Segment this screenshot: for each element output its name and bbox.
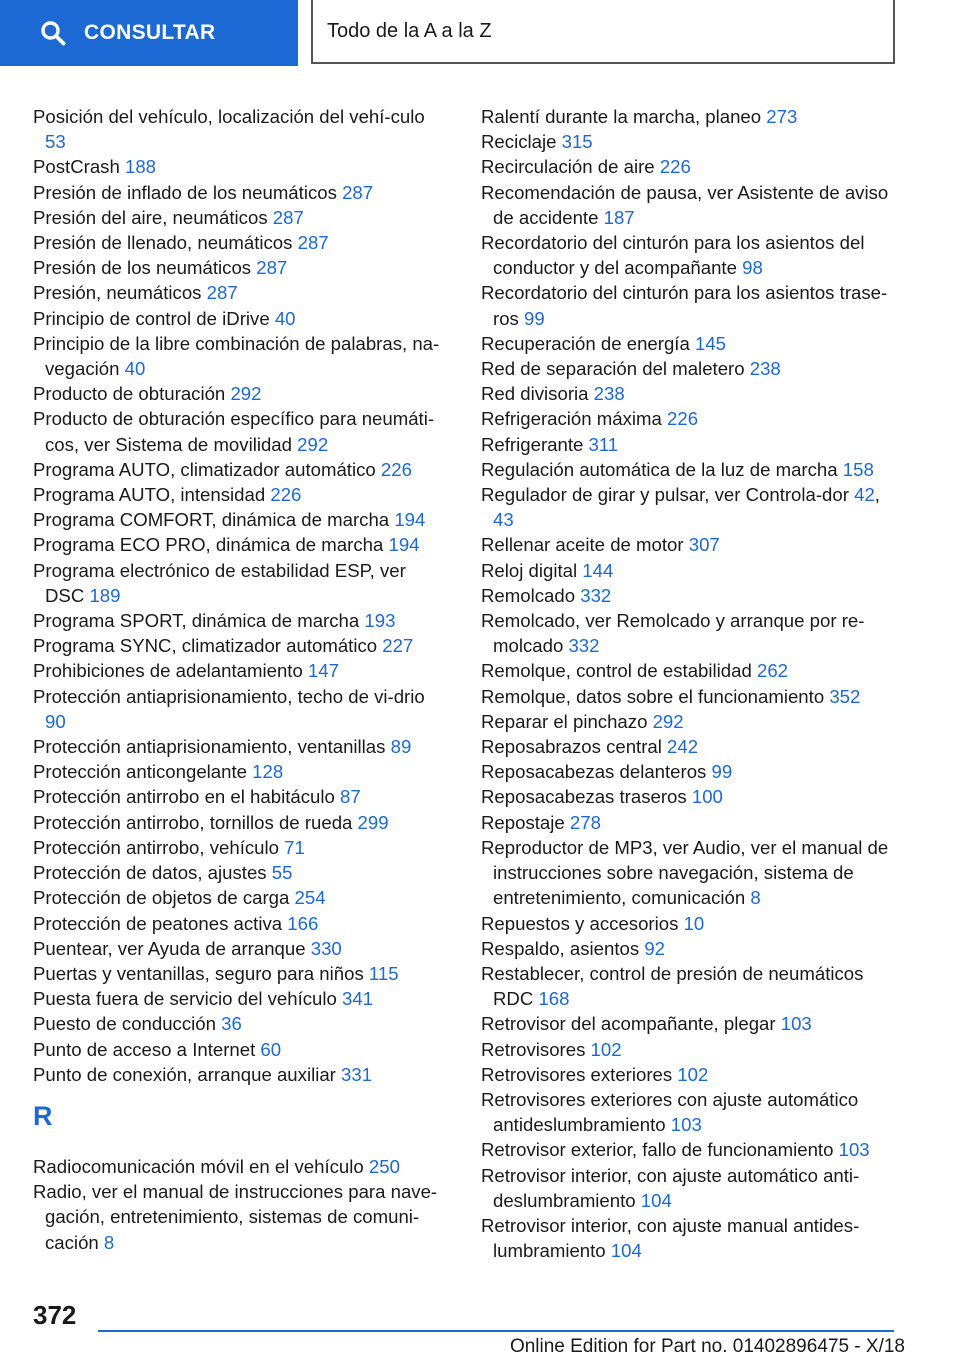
index-entry-text: Programa SYNC, climatizador automático [33, 635, 378, 657]
index-entry-text: Recuperación de energía [481, 332, 690, 354]
index-entry [481, 1037, 901, 1062]
index-entry-text: Refrigeración máxima [481, 408, 662, 430]
index-entry [33, 1037, 448, 1062]
page-link[interactable]: 8 [103, 1231, 115, 1253]
index-entry [481, 709, 901, 734]
index-entry [481, 1062, 901, 1087]
page-link[interactable]: 332 [568, 635, 600, 657]
index-entry-text: Protección antiaprisionamiento, ventanillas [33, 736, 386, 758]
index-entry [481, 558, 901, 583]
page-link[interactable]: 341 [342, 988, 374, 1010]
index-entry-text: Retrovisor del acompañante, plegar [481, 1013, 776, 1035]
index-entry-text: Retrovisor interior, con ajuste manual antides‐lumbramiento [481, 1214, 860, 1262]
page-link[interactable]: 287 [297, 232, 329, 254]
index-entry-text: Producto de obturación [33, 383, 226, 405]
index-entry [33, 532, 448, 557]
index-entry [481, 532, 901, 557]
page-link[interactable]: 115 [368, 962, 399, 984]
index-entry [33, 205, 448, 230]
page-link[interactable]: 193 [364, 610, 396, 632]
index-entry [481, 784, 901, 809]
index-entry-text: Reposacabezas traseros [481, 786, 687, 808]
index-entry-text: Reposabrazos central [481, 736, 662, 758]
index-entry [481, 356, 901, 381]
page-link[interactable]: 42 [854, 484, 875, 506]
page-link[interactable]: 226 [659, 156, 691, 178]
index-entry-text: Retrovisor exterior, fallo de funcionamiento [481, 1139, 834, 1161]
page-link[interactable]: 10 [683, 912, 705, 934]
index-entry [481, 381, 901, 406]
index-entry-text: Red de separación del maletero [481, 358, 745, 380]
index-entry-text: Protección antirrobo, vehículo [33, 836, 279, 858]
index-entry-text: Presión de los neumáticos [33, 257, 252, 279]
index-entry-text: Retrovisor interior, con ajuste automático anti‐deslumbramiento [481, 1164, 860, 1211]
index-entry-text: Protección antirrobo en el habitáculo [33, 786, 335, 808]
index-entry-text: Puesta fuera de servicio del vehículo [33, 988, 337, 1010]
index-entry [33, 684, 448, 734]
page-link[interactable]: 287 [342, 181, 374, 203]
index-entry [33, 608, 448, 633]
footer-edition-text: Online Edition for Part no. 01402896475 - X/18 [509, 1336, 905, 1357]
index-entry-text: Retrovisores exteriores con ajuste automático antideslumbramiento [481, 1088, 859, 1136]
consult-tab[interactable] [0, 0, 298, 66]
footer-divider [98, 1330, 894, 1332]
index-entry-text: Prohibiciones de adelantamiento [33, 660, 303, 682]
index-entry-text: Radiocomunicación móvil en el vehículo [33, 1155, 364, 1177]
index-entry-text: Refrigerante [481, 433, 584, 455]
page-link[interactable]: 331 [341, 1063, 373, 1085]
page-link[interactable]: 238 [593, 383, 625, 405]
index-entry [33, 936, 448, 961]
topic-tab[interactable] [311, 0, 895, 64]
index-entry-text: Protección de objetos de carga [33, 887, 290, 909]
index-entry [33, 1011, 448, 1036]
page-link[interactable]: 99 [711, 761, 733, 783]
page-link[interactable]: 102 [677, 1063, 709, 1085]
index-entry [481, 1213, 901, 1263]
page-link[interactable]: 227 [382, 635, 414, 657]
index-entry [33, 280, 448, 305]
index-entry [33, 1154, 448, 1179]
index-entry-text: Presión de inflado de los neumáticos [33, 181, 337, 203]
page-link[interactable]: 8 [750, 887, 761, 909]
index-entry-text: Programa SPORT, dinámica de marcha [33, 610, 360, 632]
index-entry [481, 961, 901, 1011]
page-link[interactable]: 168 [538, 988, 570, 1010]
index-entry-text: Producto de obturación específico para neumáti‐cos, ver Sistema de movilidad [33, 408, 435, 455]
page-link[interactable]: 36 [221, 1013, 242, 1035]
index-entry [481, 734, 901, 759]
index-entry-text: Recirculación de aire [481, 156, 655, 178]
index-entry-text: Restablecer, control de presión de neumáticos RDC [481, 962, 864, 1010]
index-entry-text: Recordatorio del cinturón para los asientos del conductor y del acompañante [481, 232, 865, 279]
page-link[interactable]: 238 [749, 358, 781, 380]
page-link[interactable]: 188 [124, 156, 157, 178]
page-link[interactable]: 147 [307, 660, 339, 682]
index-entry [33, 154, 448, 179]
page-link[interactable]: 287 [206, 282, 238, 304]
index-entry [481, 684, 901, 709]
page-link[interactable]: 43 [493, 509, 514, 531]
page-link[interactable]: 98 [742, 257, 763, 279]
page-link[interactable]: 128 [252, 761, 284, 783]
page-link[interactable]: 278 [569, 811, 601, 833]
index-entry-text: Reposacabezas delanteros [481, 761, 707, 783]
index-entry [33, 961, 448, 986]
index-entry-text: Remolque, datos sobre el funcionamiento [481, 685, 825, 707]
page-link[interactable]: 226 [270, 484, 302, 506]
index-entry [33, 835, 448, 860]
page-link[interactable]: 226 [380, 458, 412, 480]
index-entry-text: Remolque, control de estabilidad [481, 660, 752, 682]
index-entry [33, 885, 448, 910]
index-column-left [33, 104, 448, 1255]
index-entry [33, 784, 448, 809]
index-entry [33, 381, 448, 406]
index-entry-text: Protección antiaprisionamiento, techo de vi‐drio [33, 685, 425, 707]
page-link[interactable]: 307 [688, 534, 720, 556]
page-link[interactable]: 145 [694, 332, 727, 354]
page-link[interactable]: 292 [297, 433, 329, 455]
index-entry [481, 810, 901, 835]
page-link[interactable]: 60 [260, 1038, 282, 1060]
page-number: 372 [33, 1300, 77, 1330]
index-entry [481, 936, 901, 961]
index-entry-text: Presión del aire, neumáticos [33, 206, 268, 228]
consult-label: CONSULTAR [84, 21, 216, 44]
page-link[interactable]: 53 [45, 131, 66, 153]
index-entry-text: Programa ECO PRO, dinámica de marcha [33, 534, 384, 556]
index-entry-text: Regulación automática de la luz de marcha [481, 458, 838, 480]
page-link[interactable]: 299 [357, 811, 389, 833]
index-entry [33, 1062, 448, 1087]
index-entry [481, 129, 901, 154]
page-link[interactable]: 194 [388, 534, 420, 556]
index-entry [481, 1011, 901, 1036]
page-link[interactable]: 40 [274, 307, 296, 329]
index-entry [481, 835, 901, 911]
index-entry [33, 180, 448, 205]
page-link[interactable]: 104 [610, 1240, 642, 1262]
index-entry [33, 911, 448, 936]
index-entry [481, 230, 901, 280]
page-link[interactable]: 352 [829, 685, 861, 707]
page-link[interactable]: 144 [582, 559, 614, 581]
page-link[interactable]: 71 [284, 836, 305, 858]
section-letter: R [33, 1100, 53, 1131]
page-link[interactable]: 187 [603, 206, 635, 228]
index-entry [33, 255, 448, 280]
index-entry [481, 432, 901, 457]
index-entry [481, 280, 901, 330]
page-link[interactable]: 103 [780, 1013, 812, 1035]
page-link[interactable]: 100 [691, 786, 723, 808]
index-entry [33, 810, 448, 835]
index-entry-text: Protección anticongelante [33, 761, 247, 783]
page-link[interactable]: 242 [667, 736, 699, 758]
page-link[interactable]: 40 [124, 358, 146, 380]
index-entry-text: Recomendación de pausa, ver Asistente de aviso de accidente [481, 181, 889, 228]
index-entry-text: Red divisoria [481, 383, 589, 405]
index-entry-text: Protección de peatones activa [33, 912, 283, 934]
search-icon [40, 20, 66, 46]
index-entry-text: Protección antirrobo, tornillos de rueda [33, 811, 353, 833]
page-link[interactable]: 194 [394, 509, 426, 531]
index-entry [481, 583, 901, 608]
topic-title: Todo de la A a la Z [327, 19, 492, 42]
index-entry [33, 331, 448, 381]
index-entry [33, 306, 448, 331]
index-entry-text: Punto de acceso a Internet [33, 1038, 256, 1060]
index-entry-text: Repostaje [481, 811, 565, 833]
index-entry-text: Reciclaje [481, 131, 557, 153]
index-entry [481, 759, 901, 784]
index-entry-text: Retrovisores exteriores [481, 1063, 673, 1085]
index-entry-text: Punto de conexión, arranque auxiliar [33, 1063, 336, 1085]
index-entry-text: Presión de llenado, neumáticos [33, 232, 293, 254]
index-entry [33, 558, 448, 608]
index-entry [33, 633, 448, 658]
index-entry-text: Programa AUTO, climatizador automático [33, 458, 376, 480]
index-entry-text: Ralentí durante la marcha, planeo [481, 106, 762, 127]
index-entry-text: Programa electrónico de estabilidad ESP, ver DSC [33, 559, 406, 606]
index-entry [33, 457, 448, 482]
page-link[interactable]: 287 [256, 257, 288, 279]
page-link[interactable]: 104 [640, 1189, 672, 1211]
index-entry-text: Principio de la libre combinación de palabras, na‐vegación [33, 332, 440, 380]
index-entry [481, 1087, 901, 1137]
page-link[interactable]: 292 [652, 710, 684, 732]
index-entry-text: Repuestos y accesorios [481, 912, 679, 934]
index-entry-text: Protección de datos, ajustes [33, 862, 267, 884]
index-entry [481, 154, 901, 179]
index-entry-text: Reparar el pinchazo [481, 710, 648, 732]
index-entry-text: Reloj digital [481, 559, 578, 581]
page-link[interactable]: 92 [644, 937, 666, 959]
page-link[interactable]: 292 [230, 383, 262, 405]
page-link[interactable]: 99 [524, 307, 545, 329]
page-link[interactable]: 55 [271, 862, 293, 884]
index-entry [33, 230, 448, 255]
header [0, 0, 960, 66]
index-entry [33, 658, 448, 683]
index-column-right [481, 104, 901, 1263]
page-link[interactable]: 330 [310, 937, 342, 959]
page-link[interactable]: 315 [561, 131, 593, 153]
index-entry-text: PostCrash [33, 156, 120, 178]
index-entry-text: Radio, ver el manual de instrucciones para nave‐gación, entretenimiento, sistemas de comuni‐cación [33, 1181, 438, 1253]
index-entry-text: Puentear, ver Ayuda de arranque [33, 937, 306, 959]
index-entry-text: Posición del vehículo, localización del vehí‐culo [33, 106, 425, 127]
index-entry [481, 658, 901, 683]
page-link[interactable]: 102 [590, 1038, 622, 1060]
index-entry [33, 734, 448, 759]
index-entry [481, 1137, 901, 1162]
index-entry [481, 180, 901, 230]
index-entry [481, 911, 901, 936]
page-link[interactable]: 103 [838, 1139, 870, 1161]
page-link[interactable]: 250 [368, 1155, 400, 1177]
index-entry-text: Puesto de conducción [33, 1013, 216, 1035]
index-entry: Regulador de girar y pulsar, ver Controla‐dor 42, 43 [481, 484, 880, 531]
page-link[interactable]: 226 [667, 408, 699, 430]
index-entry [33, 507, 448, 532]
page-link[interactable]: 311 [588, 433, 619, 455]
index-entry-text: Programa COMFORT, dinámica de marcha [33, 509, 390, 531]
page-link[interactable]: 87 [340, 786, 361, 808]
page-link[interactable]: 262 [756, 660, 789, 682]
page-link[interactable]: 332 [580, 584, 612, 606]
index-entry [481, 608, 901, 658]
page-link[interactable]: 166 [287, 912, 319, 934]
index-entry-text: Retrovisores [481, 1038, 586, 1060]
page-link[interactable]: 158 [842, 458, 874, 480]
index-entry [481, 457, 901, 482]
page-link[interactable]: 90 [45, 710, 66, 732]
index-entry [33, 104, 448, 154]
index-entry-text: Puertas y ventanillas, seguro para niños [33, 962, 364, 984]
index-entry-text: Respaldo, asientos [481, 937, 640, 959]
index-entry [33, 482, 448, 507]
index-entry-text: Programa AUTO, intensidad [33, 484, 266, 506]
index-entry [481, 1163, 901, 1213]
index-entry [481, 104, 901, 129]
index-entry-text: Remolcado [481, 584, 576, 606]
index-entry [33, 1179, 448, 1255]
index-entry-text: Principio de control de iDrive [33, 307, 270, 329]
index-entry-text: Presión, neumáticos [33, 282, 202, 304]
index-entry-text: Reproductor de MP3, ver Audio, ver el manual de instrucciones sobre navegación, sistema de entretenimiento, comunicación [481, 836, 889, 909]
index-entry [33, 986, 448, 1011]
page-link[interactable]: 89 [390, 736, 412, 758]
index-entry [33, 406, 448, 456]
page-link[interactable]: 189 [89, 584, 121, 606]
index-entry-text: Rellenar aceite de motor [481, 534, 684, 556]
page-link[interactable]: 254 [294, 887, 326, 909]
index-entry-text: Remolcado, ver Remolcado y arranque por re‐molcado [481, 610, 865, 657]
index-entry-text: Regulador de girar y pulsar, ver Controla‐dor [481, 484, 849, 506]
index-entry [33, 759, 448, 784]
page-link[interactable]: 273 [766, 106, 798, 127]
index-entry [33, 860, 448, 885]
index-entry [481, 331, 901, 356]
page-link[interactable]: 103 [670, 1114, 702, 1136]
index-entry-text: Recordatorio del cinturón para los asientos trase‐ros [481, 282, 888, 329]
index-entry [481, 406, 901, 431]
page-link[interactable]: 287 [272, 206, 304, 228]
